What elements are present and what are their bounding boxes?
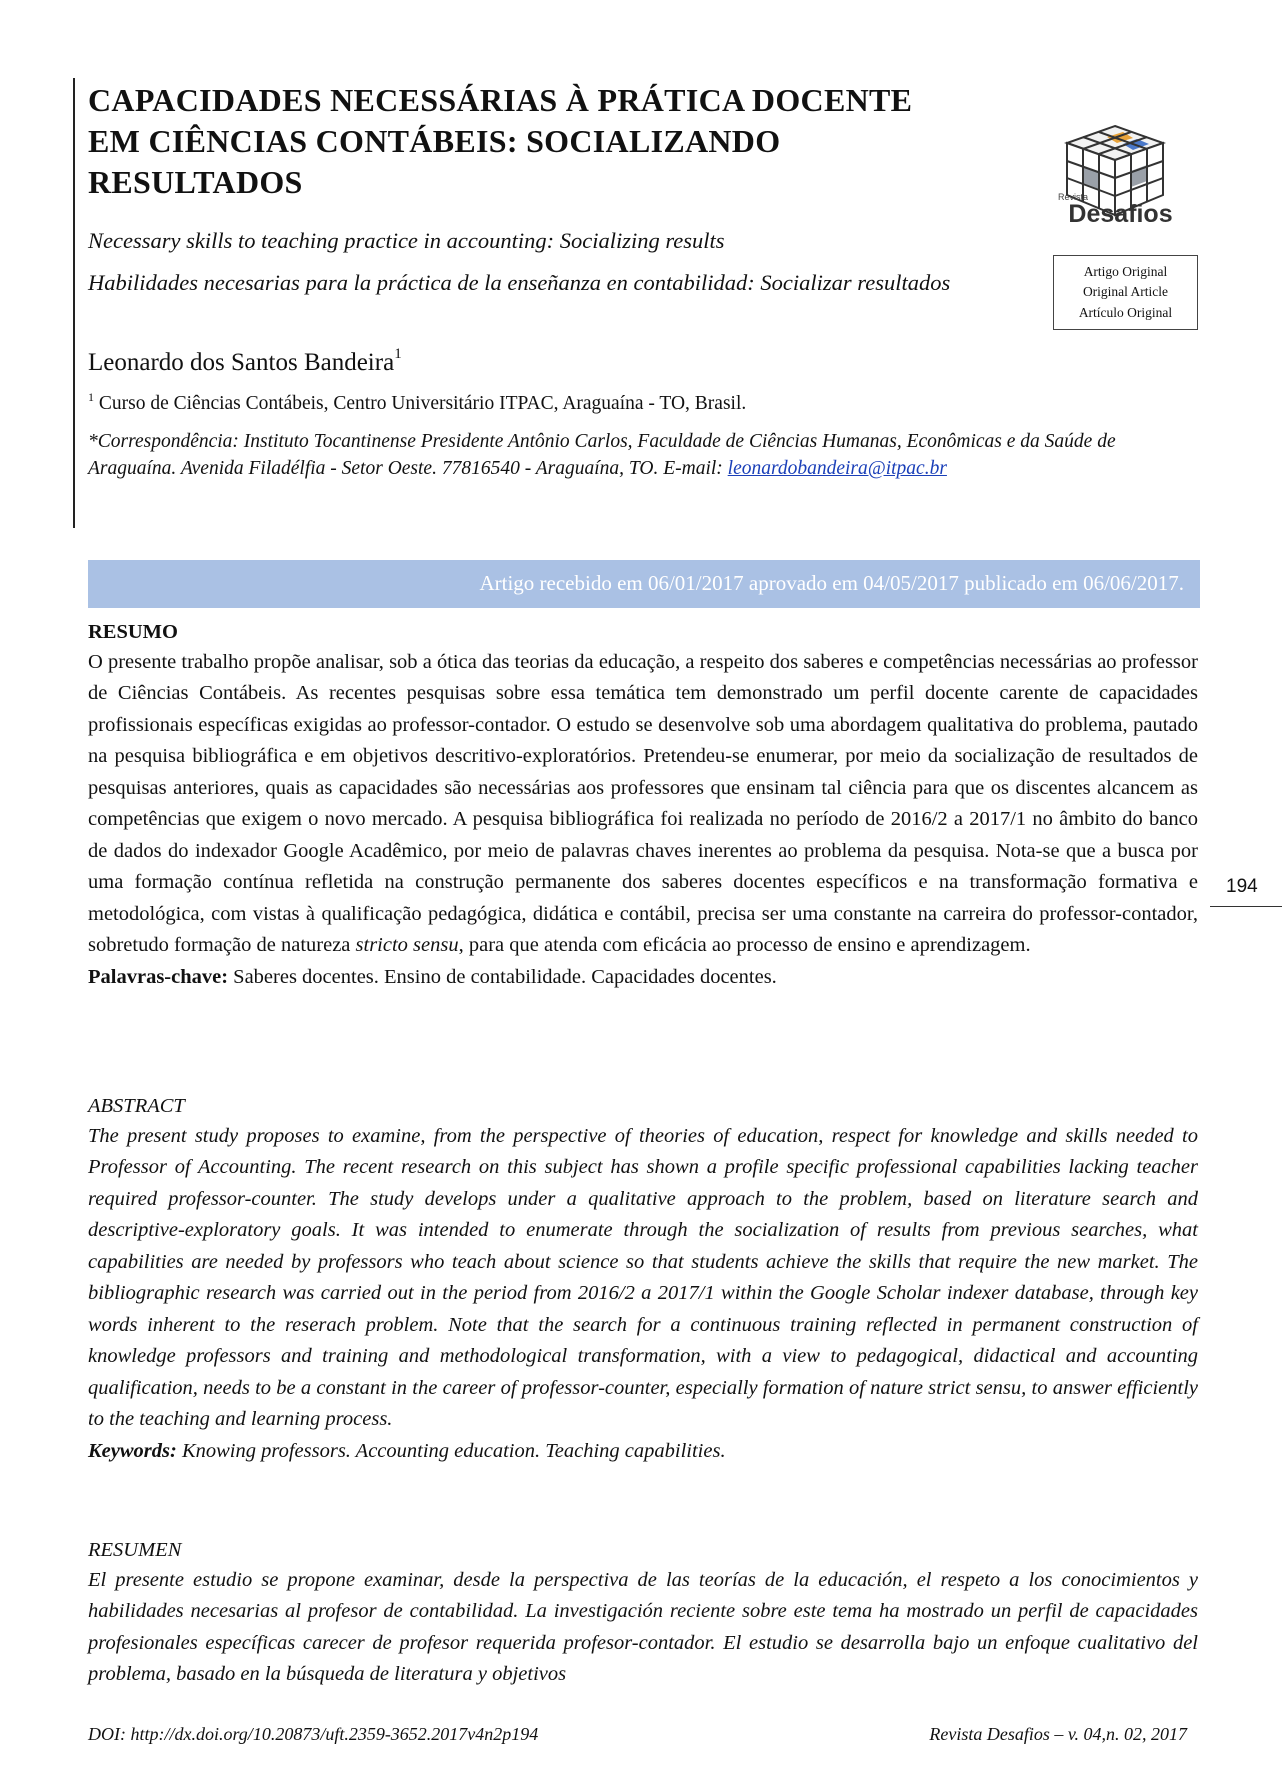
resumo-heading: RESUMO: [88, 621, 178, 643]
page-number: 194: [1226, 876, 1258, 897]
title-line-3: RESULTADOS: [88, 163, 303, 200]
resumo-keywords-text: Saberes docentes. Ensino de contabilidade. Capacidades docentes.: [228, 965, 777, 988]
footer-journal: Revista Desafios – v. 04,n. 02, 2017: [929, 1724, 1187, 1744]
abstract-section: [88, 1092, 1198, 1467]
subtitle-spanish: Habilidades necesarias para la práctica de la enseñanza en contabilidad: Socializar resultados: [88, 270, 951, 295]
abstract-keywords-label: Keywords:: [88, 1439, 177, 1462]
title-line-1: CAPACIDADES NECESSÁRIAS À PRÁTICA DOCENTE: [88, 82, 913, 118]
email-link[interactable]: leonardobandeira@itpac.br: [727, 457, 947, 479]
footer-doi: DOI: http://dx.doi.org/10.20873/uft.2359-3652.2017v4n2p194: [88, 1724, 539, 1744]
received-dates-bar: Artigo recebido em 06/01/2017 aprovado em 04/05/2017 publicado em 06/06/2017.: [88, 560, 1200, 608]
logo-small-text: Revista: [1058, 192, 1089, 202]
resumo-text-italic: stricto sensu: [355, 934, 459, 957]
title-line-2: EM CIÊNCIAS CONTÁBEIS: SOCIALIZANDO: [88, 122, 781, 159]
correspondence-text: *Correspondência: Instituto Tocantinense Presidente Antônio Carlos, Faculdade de Ciências Humanas, Econômicas e da Saúde de Araguaína. Avenida Filadélfia - Setor Oeste. 77816540 - Araguaína, TO. E-mail:: [88, 431, 1116, 479]
abstract-keywords-text: Knowing professors. Accounting education. Teaching capabilities.: [176, 1439, 726, 1462]
resumen-section: [88, 1536, 1198, 1691]
logo-name: Desafios: [1068, 200, 1173, 228]
resumo-text-part-1: O presente trabalho propõe analisar, sob a ótica das teorias da educação, a respeito dos saberes e competências necessárias ao professor de Ciências Contábeis. As recentes pesquisas sobre essa temática tem demonstrado um perfil docente carente de capacidades profissionais específicas exigidas ao professor-contador. O estudo se desenvolve sob uma abordagem qualitativa do problema, pautado na pesquisa bibliográfica e em objetivos descritivo-exploratórios. Pretendeu-se enumerar, por meio da socialização de resultados de pesquisas anteriores, quais as capacidades são necessárias aos professores que ensinam tal ciência para que os discentes alcancem as competências que exigem o novo mercado. A pesquisa bibliográfica foi realizada no período de 2016/2 a 2017/1 no âmbito do banco de dados do indexador Google Acadêmico, por meio de palavras chaves inerentes ao problema da pesquisa. Nota-se que a busca por uma formação contínua refletida na construção permanente dos saberes docentes específicos e na transformação formativa e metodológica, com vistas à qualificação pedagógica, didática e contábil, precisa ser uma constante na carreira do professor-contador, sobretudo formação de natureza: [88, 650, 1198, 957]
resumo-section: [88, 618, 1198, 993]
resumo-keywords: [88, 962, 1198, 994]
abstract-text: The present study proposes to examine, from the perspective of theories of education, respect for knowledge and skills needed to Professor of Accounting. The recent research on this subject has shown a profile specific professional capabilities lacking teacher required professor-counter. The study develops under a qualitative approach to the problem, based on literature search and descriptive-exploratory goals. It was intended to enumerate through the socialization of results from previous searches, what capabilities are needed by professors who teach about science so that students achieve the skills that require the new market. The bibliographic research was carried out in the period from 2016/2 a 2017/1 within the Google Scholar indexer database, through key words inherent to the reserach problem. Note that the search for a continuous training reflected in permanent construction of knowledge professors and training and methodological transformation, with a view to pedagogical, didactical and accounting qualification, needs to be a constant in the career of professor-counter, especially formation of nature strict sensu, to answer efficiently to the teaching and learning process.: [88, 1124, 1198, 1431]
article-type-pt: Artigo Original: [1083, 264, 1168, 279]
page-number-rule: [1210, 906, 1282, 907]
affiliation-text: Curso de Ciências Contábeis, Centro Universitário ITPAC, Araguaína - TO, Brasil.: [98, 393, 747, 414]
author-name: [88, 346, 402, 377]
resumen-text: El presente estudio se propone examinar, desde la perspectiva de las teorías de la educación, el respeto a los conocimientos y habilidades necesarias al profesor de contabilidad. La investigación reciente sobre este tema ha mostrado un perfil de capacidades profesionales específicas carecer de profesor requerida profesor-contador. El estudio se desarrolla bajo un enfoque cualitativo del problema, basado en la búsqueda de literatura y objetivos: [88, 1568, 1198, 1686]
resumo-keywords-label: Palavras-chave:: [88, 965, 229, 988]
subtitle-english: Necessary skills to teaching practice in accounting: Socializing results: [88, 228, 725, 253]
abstract-keywords: [88, 1436, 1198, 1468]
article-type-en: Original Article: [1082, 284, 1169, 300]
resumen-heading: RESUMEN: [88, 1539, 182, 1561]
left-margin-rule: [73, 78, 75, 528]
correspondence: [88, 429, 1128, 483]
author-superscript: 1: [394, 346, 402, 362]
resumo-text-part-2: , para que atenda com eficácia ao processo de ensino e aprendizagem.: [458, 934, 1031, 957]
affiliation: [88, 390, 746, 415]
article-title: [88, 80, 988, 203]
affiliation-superscript: 1: [88, 390, 94, 404]
abstract-heading: ABSTRACT: [88, 1095, 185, 1117]
author-name-text: Leonardo dos Santos Bandeira: [88, 349, 395, 376]
article-type-box: [1053, 255, 1198, 330]
resumo-text: [88, 647, 1198, 962]
article-type-es: Artículo Original: [1078, 304, 1173, 320]
